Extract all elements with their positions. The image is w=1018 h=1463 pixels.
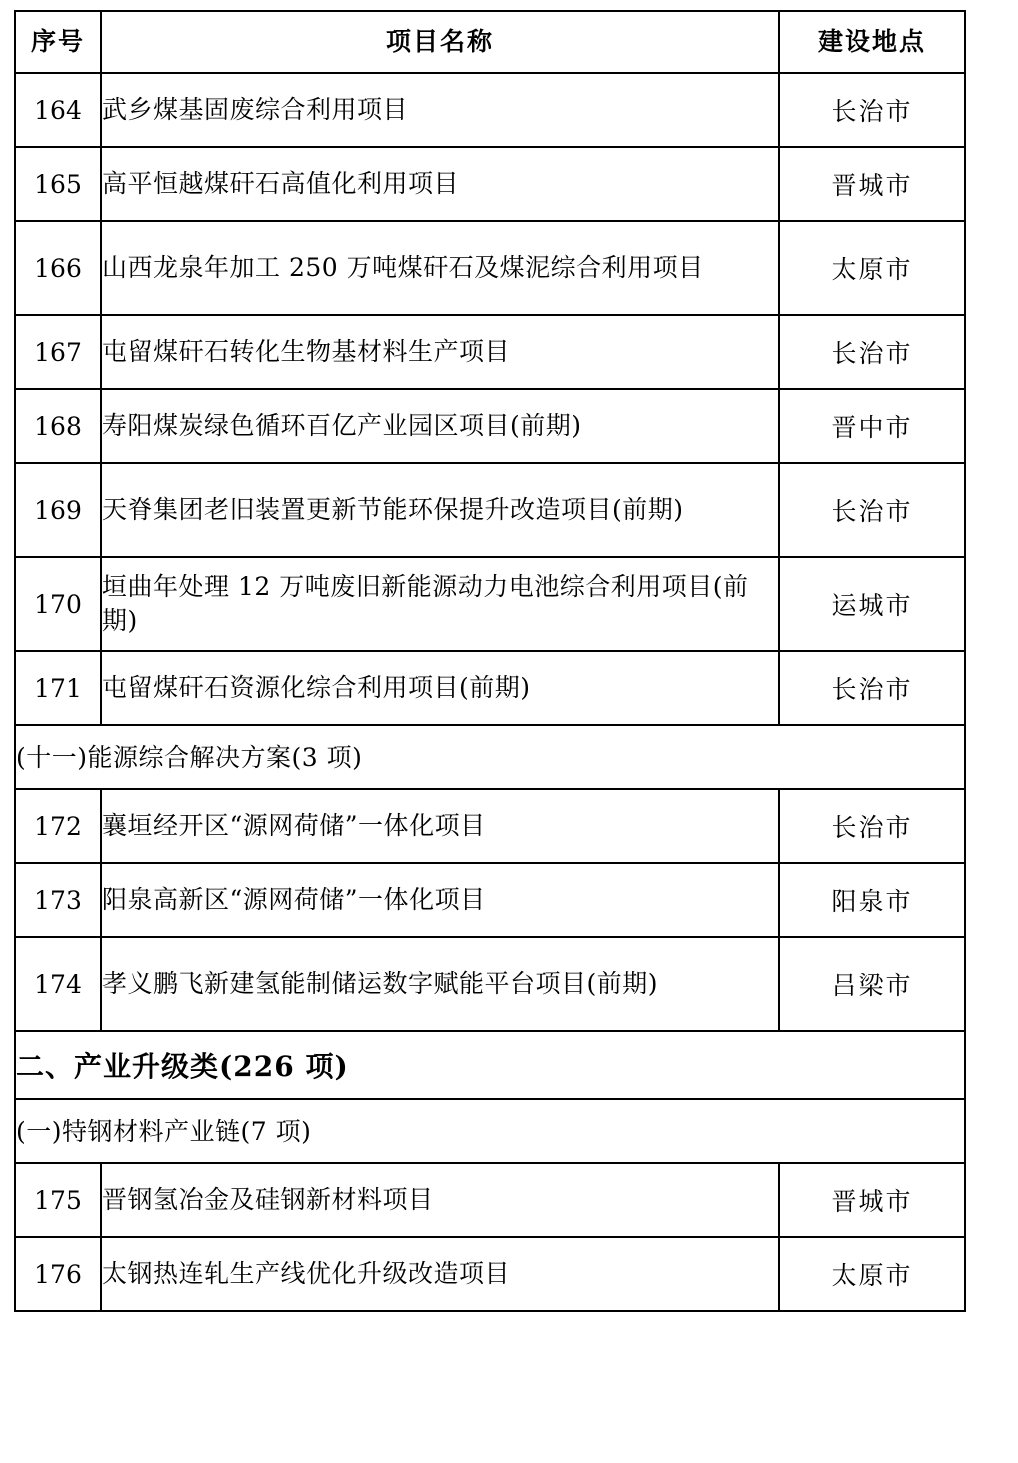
table-row [15, 789, 965, 863]
table-row [15, 863, 965, 937]
row-name: 晋钢氢冶金及硅钢新材料项目 [101, 1163, 779, 1237]
row-place: 长治市 [779, 789, 965, 863]
project-list-table [14, 10, 966, 1312]
row-no: 175 [15, 1163, 101, 1237]
table-body [15, 11, 965, 1311]
row-no: 176 [15, 1237, 101, 1311]
table-row [15, 315, 965, 389]
row-name: 寿阳煤炭绿色循环百亿产业园区项目(前期) [101, 389, 779, 463]
section-label: (十一)能源综合解决方案(3 项) [15, 725, 965, 789]
row-no: 174 [15, 937, 101, 1031]
table-row [15, 389, 965, 463]
row-place: 吕梁市 [779, 937, 965, 1031]
row-name: 高平恒越煤矸石高值化利用项目 [101, 147, 779, 221]
row-name: 屯留煤矸石转化生物基材料生产项目 [101, 315, 779, 389]
table-header-row [15, 11, 965, 73]
row-place: 晋城市 [779, 1163, 965, 1237]
table-row [15, 1163, 965, 1237]
table-row [15, 937, 965, 1031]
row-place: 太原市 [779, 1237, 965, 1311]
table-row [15, 147, 965, 221]
row-name: 垣曲年处理 12 万吨废旧新能源动力电池综合利用项目(前期) [101, 557, 779, 651]
row-name: 天脊集团老旧装置更新节能环保提升改造项目(前期) [101, 463, 779, 557]
row-place: 晋中市 [779, 389, 965, 463]
row-place: 长治市 [779, 315, 965, 389]
row-no: 171 [15, 651, 101, 725]
table-row [15, 557, 965, 651]
row-place: 阳泉市 [779, 863, 965, 937]
row-name: 山西龙泉年加工 250 万吨煤矸石及煤泥综合利用项目 [101, 221, 779, 315]
section-row [15, 1099, 965, 1163]
column-header-name: 项目名称 [101, 11, 779, 73]
row-no: 170 [15, 557, 101, 651]
row-name: 孝义鹏飞新建氢能制储运数字赋能平台项目(前期) [101, 937, 779, 1031]
column-header-no: 序号 [15, 11, 101, 73]
row-place: 晋城市 [779, 147, 965, 221]
section-row [15, 725, 965, 789]
row-no: 168 [15, 389, 101, 463]
row-name: 武乡煤基固废综合利用项目 [101, 73, 779, 147]
table-row [15, 651, 965, 725]
row-no: 169 [15, 463, 101, 557]
major-section-label: 二、产业升级类(226 项) [15, 1031, 965, 1099]
row-no: 173 [15, 863, 101, 937]
major-section-row [15, 1031, 965, 1099]
row-place: 运城市 [779, 557, 965, 651]
column-header-place: 建设地点 [779, 11, 965, 73]
table-row [15, 1237, 965, 1311]
row-name: 屯留煤矸石资源化综合利用项目(前期) [101, 651, 779, 725]
row-place: 长治市 [779, 463, 965, 557]
table-row [15, 221, 965, 315]
row-place: 长治市 [779, 651, 965, 725]
row-no: 165 [15, 147, 101, 221]
row-name: 太钢热连轧生产线优化升级改造项目 [101, 1237, 779, 1311]
row-place: 太原市 [779, 221, 965, 315]
row-no: 164 [15, 73, 101, 147]
document-page [0, 10, 1018, 1463]
row-name: 襄垣经开区“源网荷储”一体化项目 [101, 789, 779, 863]
section-label: (一)特钢材料产业链(7 项) [15, 1099, 965, 1163]
row-no: 167 [15, 315, 101, 389]
table-row [15, 73, 965, 147]
table-row [15, 463, 965, 557]
row-no: 166 [15, 221, 101, 315]
row-name: 阳泉高新区“源网荷储”一体化项目 [101, 863, 779, 937]
row-no: 172 [15, 789, 101, 863]
row-place: 长治市 [779, 73, 965, 147]
